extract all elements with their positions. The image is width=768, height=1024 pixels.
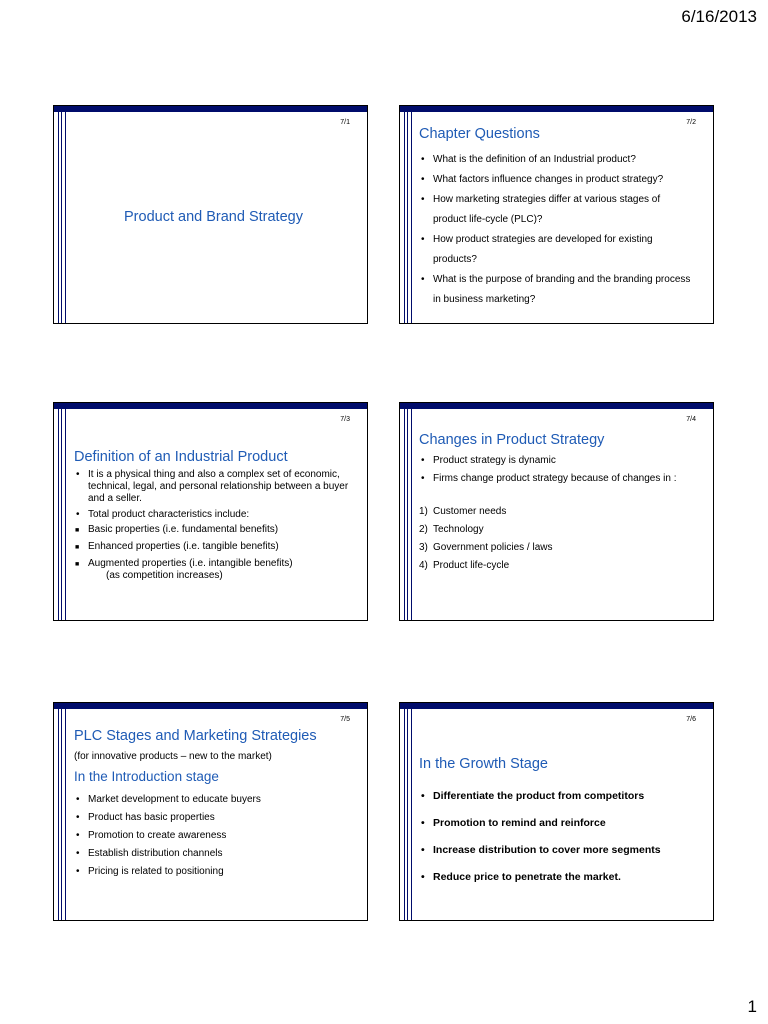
list-item: ■ Augmented properties (i.e. intangible benefits) xyxy=(74,558,349,570)
item-number: 2) xyxy=(419,524,428,535)
slide-7-2 xyxy=(399,105,714,324)
list-item: • Reduce price to penetrate the market. xyxy=(419,864,709,891)
print-date: 6/16/2013 xyxy=(681,7,757,26)
list-item-continuation: (as competition increases) xyxy=(106,570,223,581)
slide-number: 7/1 xyxy=(340,119,350,126)
list-item: • Total product characteristics include: xyxy=(74,509,349,521)
slide-title: Definition of an Industrial Product xyxy=(74,449,288,465)
bullet-list xyxy=(74,791,354,881)
item-number: 4) xyxy=(419,560,428,571)
item-text: Government policies / laws xyxy=(433,542,553,553)
list-item: • Pricing is related to positioning xyxy=(74,863,354,881)
slide-subtitle: In the Introduction stage xyxy=(74,769,219,784)
item-number: 1) xyxy=(419,506,428,517)
slide-left-bar xyxy=(58,409,66,620)
slide-top-bar xyxy=(400,106,713,112)
slide-top-bar xyxy=(400,703,713,709)
list-item: • What is the purpose of branding and the branding process in business marketing? xyxy=(419,270,709,310)
slide-title: Chapter Questions xyxy=(419,126,540,142)
list-item: • Establish distribution channels xyxy=(74,845,354,863)
slide-number: 7/6 xyxy=(686,716,696,723)
slide-left-bar xyxy=(404,709,412,920)
slide-top-bar xyxy=(400,403,713,409)
slide-title: In the Growth Stage xyxy=(419,756,548,772)
slide-top-bar xyxy=(54,703,367,709)
item-text: Product life-cycle xyxy=(433,560,510,571)
slide-7-4 xyxy=(399,402,714,621)
bullet-list xyxy=(74,469,349,582)
list-item: • Promotion to remind and reinforce xyxy=(419,810,709,837)
list-item: • How product strategies are developed for existing products? xyxy=(419,230,709,270)
slide-title: Product and Brand Strategy xyxy=(124,209,303,225)
list-item xyxy=(419,503,699,521)
slide-left-bar xyxy=(404,409,412,620)
numbered-list xyxy=(419,503,699,575)
slide-7-1 xyxy=(53,105,368,324)
slide-title: PLC Stages and Marketing Strategies xyxy=(74,728,317,744)
list-item xyxy=(419,557,699,575)
list-item: • How marketing strategies differ at various stages of product life-cycle (PLC)? xyxy=(419,190,709,230)
slide-top-bar xyxy=(54,403,367,409)
slide-number: 7/5 xyxy=(340,716,350,723)
item-number: 3) xyxy=(419,542,428,553)
slide-title: Changes in Product Strategy xyxy=(419,432,605,448)
list-item xyxy=(419,521,699,539)
list-item: • Firms change product strategy because of changes in : xyxy=(419,473,709,485)
list-item: • Market development to educate buyers xyxy=(74,791,354,809)
list-item: • What is the definition of an Industrial product? xyxy=(419,150,709,170)
slide-left-bar xyxy=(58,709,66,920)
slide-left-bar xyxy=(404,112,412,323)
bullet-list xyxy=(419,455,709,485)
list-item: • Increase distribution to cover more segments xyxy=(419,837,709,864)
item-text: Technology xyxy=(433,524,484,535)
slide-note: (for innovative products – new to the market) xyxy=(74,751,272,762)
list-item: • It is a physical thing and also a complex set of economic, technical, legal, and personal relationship between a buyer and a seller. xyxy=(74,469,349,505)
slide-top-bar xyxy=(54,106,367,112)
slide-7-3 xyxy=(53,402,368,621)
item-text: Customer needs xyxy=(433,506,507,517)
slide-number: 7/4 xyxy=(686,416,696,423)
list-item: • What factors influence changes in product strategy? xyxy=(419,170,709,190)
slide-7-6 xyxy=(399,702,714,921)
slide-7-5 xyxy=(53,702,368,921)
list-item: ■ Basic properties (i.e. fundamental benefits) xyxy=(74,524,349,536)
list-item: • Product strategy is dynamic xyxy=(419,455,709,467)
bullet-list xyxy=(419,150,709,310)
page-number: 1 xyxy=(747,997,757,1016)
list-item: • Promotion to create awareness xyxy=(74,827,354,845)
bullet-list xyxy=(419,783,709,891)
list-item: • Product has basic properties xyxy=(74,809,354,827)
slide-number: 7/2 xyxy=(686,119,696,126)
list-item: ■ Enhanced properties (i.e. tangible benefits) xyxy=(74,541,349,553)
list-item xyxy=(419,539,699,557)
list-item: • Differentiate the product from competitors xyxy=(419,783,709,810)
slide-number: 7/3 xyxy=(340,416,350,423)
